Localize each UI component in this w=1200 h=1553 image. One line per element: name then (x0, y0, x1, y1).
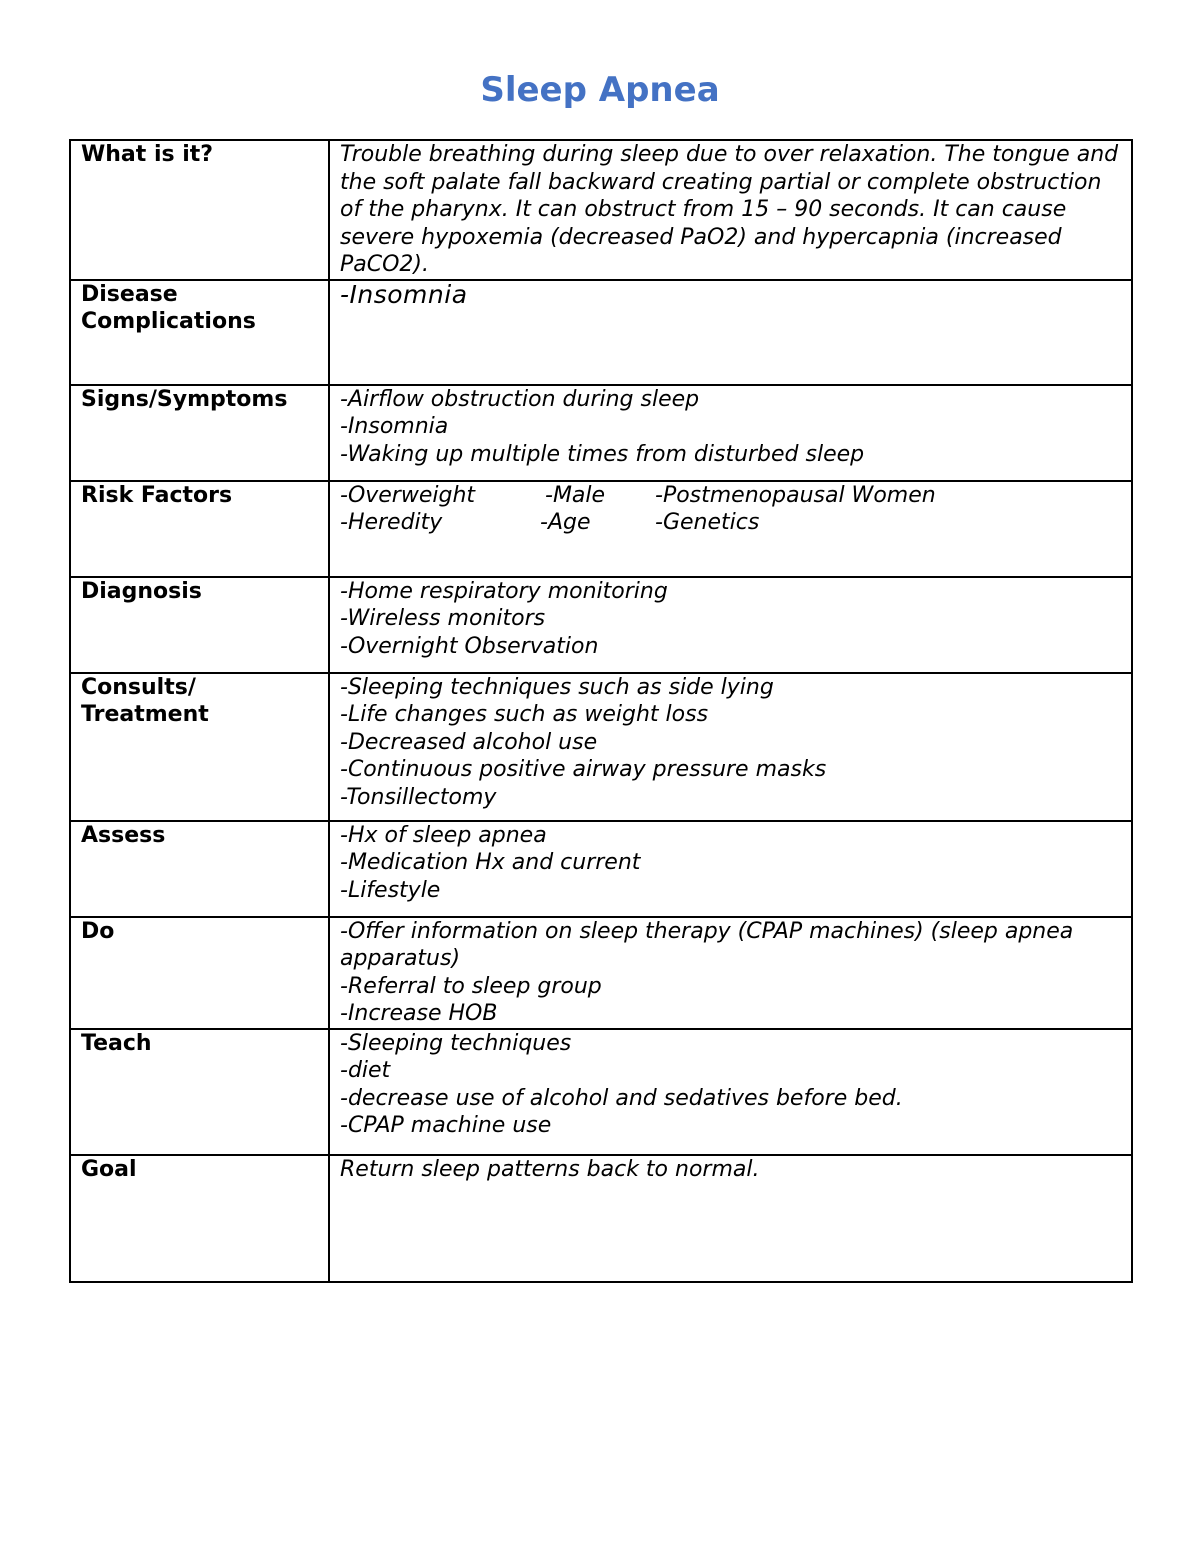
row-label-goal: Goal (70, 1155, 329, 1282)
row-content-consults-treatment (329, 673, 1132, 821)
list-item: -decrease use of alcohol and sedatives before bed. (340, 1085, 903, 1111)
list-item: -Lifestyle (340, 877, 441, 903)
row-content-do (329, 917, 1132, 1029)
goal-text: Return sleep patterns back to normal. (340, 1156, 760, 1182)
table-row-risk-factors (70, 481, 1132, 577)
row-content-teach (329, 1029, 1132, 1155)
row-label-risk-factors: Risk Factors (70, 481, 329, 577)
table-row-what-is-it (70, 140, 1132, 280)
risk-factor-row (340, 482, 1123, 510)
list-item: -Insomnia (340, 279, 468, 309)
table-row-teach (70, 1029, 1132, 1155)
risk-factor: -Male (545, 482, 606, 508)
row-content-diagnosis (329, 577, 1132, 673)
row-label-assess: Assess (70, 821, 329, 917)
table-row-consults-treatment (70, 673, 1132, 821)
list-item: -Sleeping techniques such as side lying (340, 674, 774, 700)
list-item: -Continuous positive airway pressure masks (340, 757, 827, 782)
list-item: -Referral to sleep group (340, 973, 602, 999)
table-row-assess (70, 821, 1132, 917)
row-content-signs-symptoms (329, 385, 1132, 481)
list-item: -Tonsillectomy (340, 784, 497, 810)
row-label-complications: Disease Complications (70, 280, 329, 385)
risk-factor: -Overweight (340, 482, 476, 508)
list-item: -Decreased alcohol use (340, 729, 598, 755)
care-plan-table (69, 139, 1133, 1283)
list-item: -Increase HOB (340, 1001, 498, 1026)
list-item: -Wireless monitors (340, 606, 546, 631)
risk-factor: -Age (540, 510, 591, 535)
table-row-complications (70, 280, 1132, 385)
page-title: Sleep Apnea (480, 70, 720, 110)
row-label-signs-symptoms: Signs/Symptoms (70, 385, 329, 481)
table-row-goal (70, 1155, 1132, 1282)
list-item: -Hx of sleep apnea (340, 822, 547, 848)
definition-text: Trouble breathing during sleep due to over relaxation. The tongue and the soft palate fall backward creating partial or complete obstruction of the pharynx. It can obstruct from 15 – 90 seconds. It can cause severe hypoxemia (decreased PaO2) and hypercapnia (increased PaCO2). (340, 142, 1119, 277)
list-item: -diet (340, 1058, 391, 1083)
list-item: -Airflow obstruction during sleep (340, 386, 700, 412)
row-content-assess (329, 821, 1132, 917)
row-content-what-is-it (329, 140, 1132, 280)
risk-factor: -Genetics (655, 510, 760, 535)
list-item: -Sleeping techniques (340, 1030, 572, 1056)
label-line: Consults/ (81, 674, 196, 700)
list-item: -Home respiratory monitoring (340, 578, 668, 604)
list-item: -Insomnia (340, 414, 449, 439)
row-content-complications (329, 280, 1132, 385)
list-item: -Life changes such as weight loss (340, 702, 709, 727)
row-label-diagnosis: Diagnosis (70, 577, 329, 673)
table-row-signs-symptoms (70, 385, 1132, 481)
row-content-goal (329, 1155, 1132, 1282)
row-content-risk-factors (329, 481, 1132, 577)
list-item: -Offer information on sleep therapy (CPAP machines) (sleep apnea apparatus) (340, 918, 1074, 971)
list-item: -CPAP machine use (340, 1113, 552, 1138)
table-row-diagnosis (70, 577, 1132, 673)
risk-factor-row (340, 509, 1123, 537)
list-item: -Waking up multiple times from disturbed sleep (340, 441, 865, 467)
list-item: -Medication Hx and current (340, 850, 641, 875)
table-row-do (70, 917, 1132, 1029)
risk-factor: -Postmenopausal Women (655, 482, 936, 508)
row-label-consults-treatment (70, 673, 329, 821)
row-label-what-is-it: What is it? (70, 140, 329, 280)
risk-factor: -Heredity (340, 510, 443, 535)
row-label-do: Do (70, 917, 329, 1029)
row-label-teach: Teach (70, 1029, 329, 1155)
list-item: -Overnight Observation (340, 633, 599, 659)
label-line: Treatment (81, 702, 209, 727)
